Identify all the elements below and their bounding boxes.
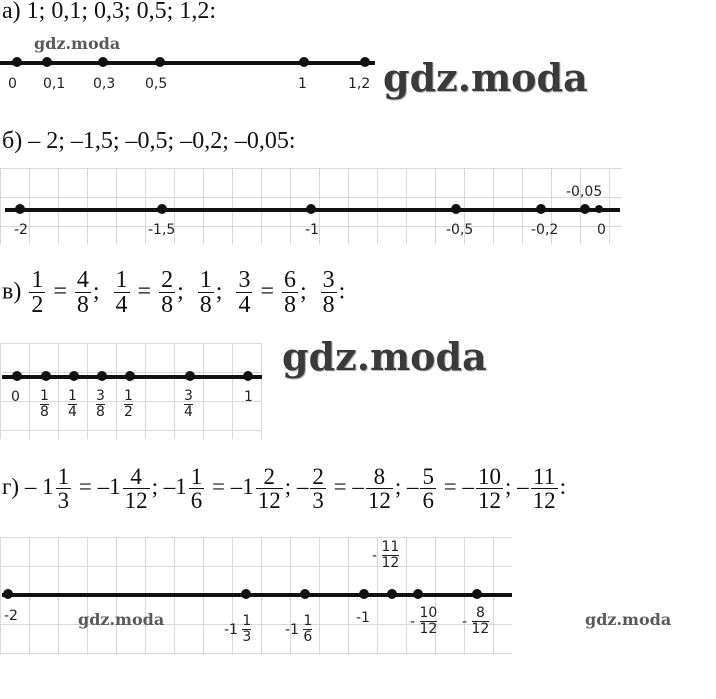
tick-fraction: $\frac{3}{8}$ bbox=[96, 388, 105, 421]
tick-label: -2 bbox=[14, 222, 28, 238]
part-c-prefix: в) bbox=[2, 278, 22, 305]
tick-fraction: $\frac{1}{2}$ bbox=[124, 388, 133, 421]
part-d-heading: г) – 1 $\frac{1}{3}$ = –1 $\frac{4}{12}$ ; –1 $\frac{1}{6}$ = –1 $\frac{2}{12}$ ; – $\frac{2}{3}$ = – $\frac{8}{12}$ ; – $\frac{5}{6}$ = – $\frac{10}{12}$ ; – $\frac{11}{12}$ : bbox=[2, 464, 566, 514]
tick-label: -0,2 bbox=[531, 222, 559, 238]
fraction: $\frac{6}{8}$ bbox=[283, 267, 296, 319]
tick-fraction: - $\frac{10}{12}$ bbox=[410, 605, 438, 638]
tick-label: -1 bbox=[356, 610, 370, 626]
fraction: $\frac{1}{4}$ bbox=[115, 267, 128, 319]
tick-label: 1,2 bbox=[348, 76, 371, 92]
watermark: gdz.moda bbox=[282, 334, 487, 379]
part-b-heading: б) – 2; –1,5; –0,5; –0,2; –0,05: bbox=[2, 128, 296, 154]
watermark: gdz.moda bbox=[78, 610, 165, 629]
tick-label: -0,05 bbox=[566, 184, 603, 200]
tick-mixed: -1 $\frac{1}{3}$ bbox=[224, 613, 252, 646]
fraction: $\frac{1}{2}$ bbox=[31, 267, 44, 319]
tick-mixed: -1 $\frac{1}{6}$ bbox=[285, 613, 313, 646]
part-c-heading: в) $\frac{1}{2}$ = $\frac{4}{8}$ ; $\frac{1}{4}$ = $\frac{2}{8}$ ; $\frac{1}{8}$ ; $\frac{3}{4}$ = $\frac{6}{8}$ ; $\frac{3}{8}$ : bbox=[2, 267, 346, 319]
tick-label: 1 bbox=[244, 389, 253, 405]
tick-label: 0,3 bbox=[93, 76, 116, 92]
tick-label: -1 bbox=[305, 222, 319, 238]
watermark: gdz.moda bbox=[383, 55, 588, 100]
tick-label: 0,1 bbox=[43, 76, 66, 92]
tick-label: 0 bbox=[597, 222, 606, 238]
tick-label: 0 bbox=[8, 76, 17, 92]
tick-label: 1 bbox=[298, 76, 307, 92]
part-a-heading: а) 1; 0,1; 0,3; 0,5; 1,2: bbox=[2, 0, 216, 24]
fraction: $\frac{4}{8}$ bbox=[76, 267, 89, 319]
tick-fraction: - $\frac{8}{12}$ bbox=[462, 605, 490, 638]
fraction: $\frac{2}{8}$ bbox=[161, 267, 174, 319]
fraction: $\frac{3}{8}$ bbox=[322, 267, 335, 319]
watermark: gdz.moda bbox=[34, 34, 121, 53]
tick-fraction: $\frac{1}{4}$ bbox=[68, 388, 77, 421]
tick-fraction: $\frac{3}{4}$ bbox=[184, 388, 193, 421]
tick-label: 0 bbox=[11, 389, 20, 405]
tick-label: -0,5 bbox=[446, 222, 474, 238]
fraction: $\frac{3}{4}$ bbox=[238, 267, 251, 319]
tick-fraction-above: - $\frac{11}{12}$ bbox=[372, 539, 400, 572]
tick-label: 0,5 bbox=[145, 76, 168, 92]
watermark: gdz.moda bbox=[585, 610, 672, 629]
tick-label: -1,5 bbox=[148, 222, 176, 238]
fraction: $\frac{1}{8}$ bbox=[199, 267, 212, 319]
tick-label: -2 bbox=[4, 608, 18, 624]
tick-fraction: $\frac{1}{8}$ bbox=[40, 388, 49, 421]
